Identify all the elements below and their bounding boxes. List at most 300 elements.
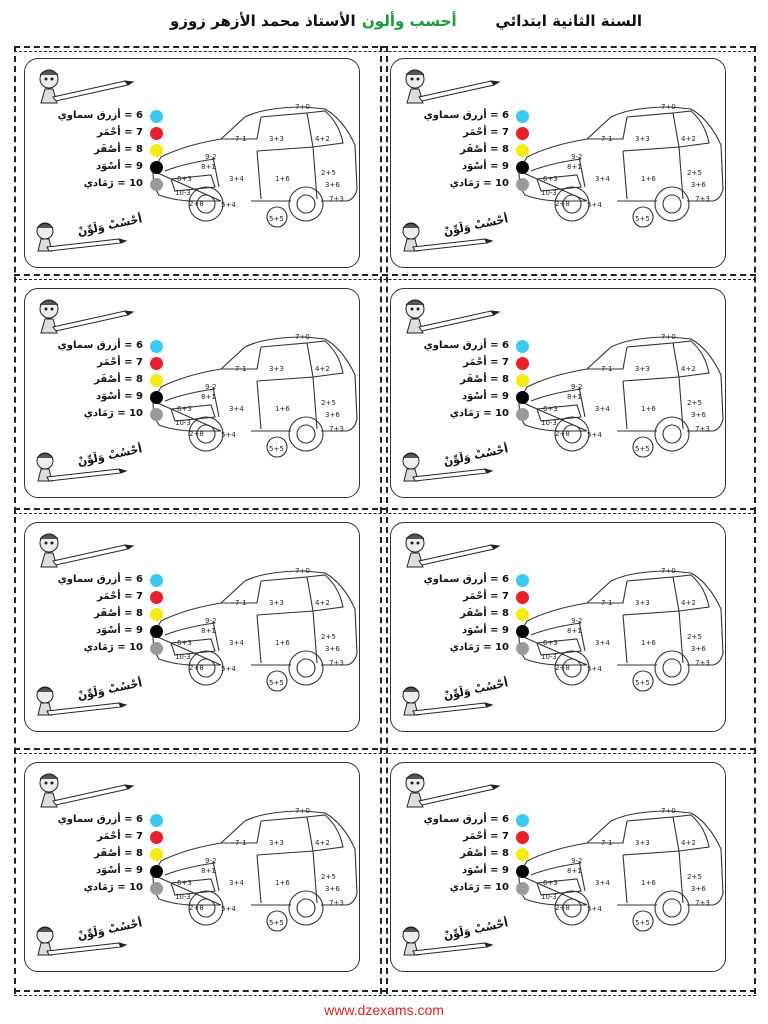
equation-label: 7+3	[695, 425, 710, 433]
equation-label: 2+5	[687, 399, 702, 407]
color-swatch	[516, 642, 529, 655]
equation-label: 6+3	[177, 405, 192, 413]
legend-label: 8 = أصْفَر	[94, 848, 143, 859]
color-swatch	[150, 408, 163, 421]
legend-row	[427, 407, 531, 424]
equation-label: 2+5	[321, 399, 336, 407]
worksheet-card	[24, 762, 360, 972]
color-swatch	[516, 882, 529, 895]
color-legend	[57, 109, 165, 194]
legend-label: 10 = رَمَادي	[83, 408, 143, 419]
equation-label: 9-2	[205, 153, 217, 161]
card-title: أحْسُبْ وَلَوِّنْ	[442, 212, 510, 239]
equation-label: 5+4	[587, 431, 602, 439]
legend-label: 8 = أصْفَر	[460, 848, 509, 859]
color-swatch	[516, 831, 529, 844]
color-swatch	[516, 574, 529, 587]
equation-label: 7+3	[695, 195, 710, 203]
color-swatch	[150, 865, 163, 878]
color-swatch	[516, 110, 529, 123]
legend-row	[61, 390, 165, 407]
equation-label: 3+3	[635, 599, 650, 607]
legend-label: 6 = أزرق سماوي	[57, 574, 143, 585]
equation-label: 2+5	[687, 873, 702, 881]
card-title: أحْسُبْ وَلَوِّنْ	[442, 676, 510, 703]
legend-label: 6 = أزرق سماوي	[423, 814, 509, 825]
equation-label: 2+8	[555, 200, 570, 208]
legend-row	[427, 830, 531, 847]
equation-label: 9-2	[571, 617, 583, 625]
color-swatch	[516, 625, 529, 638]
legend-row	[61, 590, 165, 607]
color-swatch	[150, 642, 163, 655]
equation-label: 3+3	[635, 839, 650, 847]
cut-line	[14, 990, 756, 992]
equation-label: 6+3	[543, 879, 558, 887]
equation-label: 8+1	[567, 867, 582, 875]
equation-label: 3+3	[635, 135, 650, 143]
equation-label: 2+5	[321, 633, 336, 641]
equation-label: 7-1	[235, 599, 247, 607]
equation-label: 5+5	[635, 445, 650, 453]
worksheet-card	[390, 522, 726, 732]
equation-label: 3+3	[269, 365, 284, 373]
equation-label: 8+1	[567, 627, 582, 635]
legend-label: 7 = أحْمَر	[97, 357, 143, 368]
equation-label: 5+4	[587, 665, 602, 673]
activity-title: أحسب وألون	[362, 12, 457, 30]
equation-label: 4+2	[315, 135, 330, 143]
car-outline	[153, 571, 357, 691]
legend-label: 10 = رَمَادي	[83, 882, 143, 893]
equation-label: 3+6	[691, 645, 706, 653]
equation-label: 3+6	[325, 885, 340, 893]
color-swatch	[516, 848, 529, 861]
equation-label: 2+8	[189, 904, 204, 912]
legend-row	[423, 813, 531, 830]
equation-label: 7+3	[329, 659, 344, 667]
equation-label: 5+5	[269, 919, 284, 927]
equation-label: 1+6	[275, 639, 290, 647]
cut-line	[14, 748, 756, 750]
color-swatch	[150, 814, 163, 827]
legend-row	[61, 177, 165, 194]
legend-row	[427, 177, 531, 194]
car-outline	[519, 811, 723, 931]
equation-label: 7-1	[235, 365, 247, 373]
grade-title: السنة الثانية ابتدائي	[495, 12, 642, 30]
equation-label: 2+8	[189, 200, 204, 208]
cut-line	[386, 46, 388, 994]
equation-label: 9-2	[205, 383, 217, 391]
worksheet-card	[24, 58, 360, 268]
legend-row	[61, 373, 165, 390]
legend-row	[423, 109, 531, 126]
girl-pencil-icon	[40, 534, 133, 567]
equation-label: 7+0	[295, 103, 310, 111]
legend-row	[427, 641, 531, 658]
legend-row	[427, 864, 531, 881]
equation-label: 10-3	[541, 653, 557, 661]
legend-row	[61, 607, 165, 624]
color-swatch	[150, 625, 163, 638]
equation-label: 8+1	[567, 163, 582, 171]
legend-row	[427, 847, 531, 864]
card-title: أحْسُبْ وَلَوِّنْ	[76, 442, 144, 469]
color-swatch	[150, 391, 163, 404]
color-swatch	[150, 831, 163, 844]
legend-row	[61, 356, 165, 373]
legend-row	[57, 813, 165, 830]
equation-label: 6+3	[177, 175, 192, 183]
legend-row	[427, 590, 531, 607]
legend-label: 7 = أحْمَر	[463, 127, 509, 138]
equation-label: 7+3	[695, 899, 710, 907]
legend-label: 6 = أزرق سماوي	[57, 110, 143, 121]
equation-label: 3+3	[269, 599, 284, 607]
legend-label: 7 = أحْمَر	[463, 591, 509, 602]
equation-label: 3+6	[325, 645, 340, 653]
girl-pencil-icon	[40, 774, 133, 807]
cut-line	[14, 995, 756, 996]
legend-label: 10 = رَمَادي	[449, 408, 509, 419]
legend-row	[423, 339, 531, 356]
legend-row	[57, 573, 165, 590]
legend-row	[61, 847, 165, 864]
equation-label: 10-3	[541, 189, 557, 197]
equation-label: 6+3	[543, 405, 558, 413]
equation-label: 5+5	[635, 215, 650, 223]
equation-label: 5+4	[587, 201, 602, 209]
equation-label: 4+2	[681, 365, 696, 373]
card-title: أحْسُبْ وَلَوِّنْ	[76, 676, 144, 703]
equation-label: 3+3	[269, 135, 284, 143]
equation-label: 5+4	[221, 905, 236, 913]
equation-label: 1+6	[641, 639, 656, 647]
legend-row	[427, 143, 531, 160]
cut-line	[14, 46, 16, 994]
equation-label: 2+5	[321, 169, 336, 177]
equation-label: 8+1	[201, 163, 216, 171]
color-swatch	[516, 391, 529, 404]
worksheet-card	[390, 762, 726, 972]
equation-label: 5+4	[221, 201, 236, 209]
equation-label: 7+0	[295, 567, 310, 575]
equation-label: 7-1	[235, 839, 247, 847]
equation-label: 10-3	[175, 893, 191, 901]
worksheet-card	[24, 288, 360, 498]
equation-label: 7+3	[329, 899, 344, 907]
cut-line	[14, 513, 756, 514]
color-legend	[57, 339, 165, 424]
equation-label: 3+4	[229, 405, 244, 413]
card-title: أحْسُبْ وَلَوِّنْ	[76, 916, 144, 943]
cut-line	[14, 753, 756, 754]
legend-row	[61, 641, 165, 658]
equation-label: 7+0	[661, 807, 676, 815]
legend-row	[61, 881, 165, 898]
equation-label: 3+4	[229, 879, 244, 887]
equation-label: 8+1	[201, 867, 216, 875]
equation-label: 3+6	[691, 885, 706, 893]
equation-label: 3+6	[691, 411, 706, 419]
equation-label: 9-2	[571, 857, 583, 865]
equation-label: 10-3	[175, 189, 191, 197]
color-swatch	[516, 814, 529, 827]
card-title: أحْسُبْ وَلَوِّنْ	[442, 916, 510, 943]
legend-label: 8 = أصْفَر	[460, 608, 509, 619]
cut-line	[14, 274, 756, 276]
equation-label: 7-1	[235, 135, 247, 143]
equation-label: 3+4	[595, 175, 610, 183]
legend-row	[427, 624, 531, 641]
equation-label: 4+2	[681, 599, 696, 607]
equation-label: 10-3	[541, 893, 557, 901]
color-swatch	[150, 127, 163, 140]
cut-line	[14, 46, 756, 48]
cut-line	[380, 46, 382, 994]
car-outline	[519, 337, 723, 457]
equation-label: 7-1	[601, 365, 613, 373]
equation-label: 1+6	[275, 879, 290, 887]
equation-label: 1+6	[275, 405, 290, 413]
worksheet-card	[390, 58, 726, 268]
legend-row	[427, 126, 531, 143]
car-outline	[153, 107, 357, 227]
equation-label: 7+0	[661, 103, 676, 111]
equation-label: 5+4	[587, 905, 602, 913]
color-legend	[423, 339, 531, 424]
legend-row	[61, 143, 165, 160]
equation-label: 2+8	[189, 664, 204, 672]
equation-label: 1+6	[275, 175, 290, 183]
equation-label: 4+2	[315, 839, 330, 847]
legend-label: 9 = أسْوَد	[96, 161, 143, 172]
equation-label: 5+4	[221, 431, 236, 439]
girl-pencil-icon	[40, 300, 133, 333]
equation-label: 3+6	[325, 411, 340, 419]
equation-label: 2+5	[687, 633, 702, 641]
equation-label: 3+4	[595, 639, 610, 647]
page-header	[0, 6, 768, 38]
equation-label: 3+4	[229, 175, 244, 183]
equation-label: 7+0	[661, 567, 676, 575]
worksheet-card	[24, 522, 360, 732]
equation-label: 10-3	[175, 419, 191, 427]
color-swatch	[150, 374, 163, 387]
legend-row	[61, 407, 165, 424]
color-swatch	[516, 865, 529, 878]
card-title: أحْسُبْ وَلَوِّنْ	[76, 212, 144, 239]
color-swatch	[150, 591, 163, 604]
legend-label: 8 = أصْفَر	[460, 144, 509, 155]
color-swatch	[516, 408, 529, 421]
legend-row	[61, 830, 165, 847]
legend-label: 7 = أحْمَر	[97, 591, 143, 602]
footer-url[interactable]: www.dzexams.com	[324, 1002, 444, 1018]
equation-label: 9-2	[205, 857, 217, 865]
legend-row	[61, 160, 165, 177]
color-legend	[423, 813, 531, 898]
equation-label: 6+3	[177, 639, 192, 647]
legend-label: 7 = أحْمَر	[463, 357, 509, 368]
legend-label: 9 = أسْوَد	[96, 625, 143, 636]
legend-label: 9 = أسْوَد	[462, 625, 509, 636]
equation-label: 8+1	[201, 627, 216, 635]
equation-label: 4+2	[681, 839, 696, 847]
legend-row	[427, 607, 531, 624]
equation-label: 3+4	[595, 879, 610, 887]
legend-label: 10 = رَمَادي	[83, 178, 143, 189]
equation-label: 1+6	[641, 405, 656, 413]
car-outline	[153, 337, 357, 457]
equation-label: 4+2	[681, 135, 696, 143]
color-swatch	[516, 340, 529, 353]
equation-label: 9-2	[571, 383, 583, 391]
equation-label: 5+5	[635, 679, 650, 687]
color-legend	[57, 813, 165, 898]
legend-label: 7 = أحْمَر	[97, 127, 143, 138]
equation-label: 3+4	[595, 405, 610, 413]
equation-label: 3+6	[325, 181, 340, 189]
teacher-name: الأستاذ محمد الأزهر زوزو	[170, 12, 356, 30]
equation-label: 2+5	[321, 873, 336, 881]
legend-row	[427, 373, 531, 390]
color-swatch	[516, 608, 529, 621]
girl-pencil-icon	[406, 534, 499, 567]
equation-label: 9-2	[205, 617, 217, 625]
legend-row	[427, 356, 531, 373]
color-swatch	[150, 161, 163, 174]
girl-pencil-icon	[406, 70, 499, 103]
equation-label: 6+3	[543, 175, 558, 183]
girl-pencil-icon	[406, 774, 499, 807]
color-swatch	[150, 357, 163, 370]
legend-row	[427, 881, 531, 898]
worksheet-card	[390, 288, 726, 498]
girl-pencil-icon	[40, 70, 133, 103]
legend-row	[57, 339, 165, 356]
color-swatch	[150, 144, 163, 157]
legend-label: 9 = أسْوَد	[462, 161, 509, 172]
equation-label: 3+3	[635, 365, 650, 373]
color-swatch	[516, 144, 529, 157]
legend-label: 6 = أزرق سماوي	[57, 814, 143, 825]
legend-row	[427, 390, 531, 407]
color-swatch	[516, 591, 529, 604]
color-swatch	[516, 178, 529, 191]
equation-label: 5+5	[635, 919, 650, 927]
color-swatch	[150, 178, 163, 191]
equation-label: 7-1	[601, 839, 613, 847]
equation-label: 7+3	[695, 659, 710, 667]
legend-row	[57, 109, 165, 126]
cut-line	[14, 508, 756, 510]
equation-label: 7+0	[661, 333, 676, 341]
color-swatch	[516, 374, 529, 387]
color-swatch	[150, 848, 163, 861]
color-swatch	[150, 608, 163, 621]
color-swatch	[150, 110, 163, 123]
legend-label: 10 = رَمَادي	[449, 642, 509, 653]
equation-label: 7-1	[601, 135, 613, 143]
equation-label: 4+2	[315, 365, 330, 373]
legend-label: 6 = أزرق سماوي	[423, 574, 509, 585]
legend-label: 8 = أصْفَر	[460, 374, 509, 385]
color-swatch	[516, 161, 529, 174]
legend-label: 8 = أصْفَر	[94, 144, 143, 155]
legend-label: 10 = رَمَادي	[449, 882, 509, 893]
legend-label: 9 = أسْوَد	[462, 391, 509, 402]
equation-label: 10-3	[541, 419, 557, 427]
legend-label: 9 = أسْوَد	[462, 865, 509, 876]
equation-label: 3+4	[229, 639, 244, 647]
equation-label: 7+3	[329, 425, 344, 433]
legend-row	[423, 573, 531, 590]
legend-row	[61, 126, 165, 143]
legend-label: 9 = أسْوَد	[96, 391, 143, 402]
legend-label: 8 = أصْفَر	[94, 608, 143, 619]
legend-label: 7 = أحْمَر	[463, 831, 509, 842]
car-outline	[519, 571, 723, 691]
legend-label: 9 = أسْوَد	[96, 865, 143, 876]
equation-label: 3+3	[269, 839, 284, 847]
legend-label: 6 = أزرق سماوي	[423, 340, 509, 351]
color-swatch	[150, 340, 163, 353]
cut-line	[14, 279, 756, 280]
equation-label: 6+3	[177, 879, 192, 887]
equation-label: 4+2	[315, 599, 330, 607]
cut-line	[14, 51, 756, 52]
legend-row	[427, 160, 531, 177]
color-swatch	[150, 574, 163, 587]
equation-label: 8+1	[567, 393, 582, 401]
color-legend	[423, 573, 531, 658]
color-swatch	[516, 127, 529, 140]
equation-label: 2+8	[555, 664, 570, 672]
equation-label: 7+0	[295, 807, 310, 815]
equation-label: 8+1	[201, 393, 216, 401]
equation-label: 6+3	[543, 639, 558, 647]
equation-label: 1+6	[641, 175, 656, 183]
equation-label: 9-2	[571, 153, 583, 161]
legend-label: 6 = أزرق سماوي	[423, 110, 509, 121]
equation-label: 5+4	[221, 665, 236, 673]
equation-label: 5+5	[269, 215, 284, 223]
girl-pencil-icon	[406, 300, 499, 333]
cut-line	[754, 46, 756, 994]
equation-label: 5+5	[269, 679, 284, 687]
equation-label: 10-3	[175, 653, 191, 661]
color-legend	[423, 109, 531, 194]
legend-label: 7 = أحْمَر	[97, 831, 143, 842]
car-outline	[153, 811, 357, 931]
equation-label: 7-1	[601, 599, 613, 607]
color-legend	[57, 573, 165, 658]
equation-label: 2+8	[189, 430, 204, 438]
color-swatch	[516, 357, 529, 370]
color-swatch	[150, 882, 163, 895]
car-outline	[519, 107, 723, 227]
legend-row	[61, 864, 165, 881]
equation-label: 3+6	[691, 181, 706, 189]
equation-label: 2+8	[555, 904, 570, 912]
legend-label: 6 = أزرق سماوي	[57, 340, 143, 351]
legend-label: 10 = رَمَادي	[449, 178, 509, 189]
equation-label: 7+0	[295, 333, 310, 341]
card-title: أحْسُبْ وَلَوِّنْ	[442, 442, 510, 469]
legend-row	[61, 624, 165, 641]
